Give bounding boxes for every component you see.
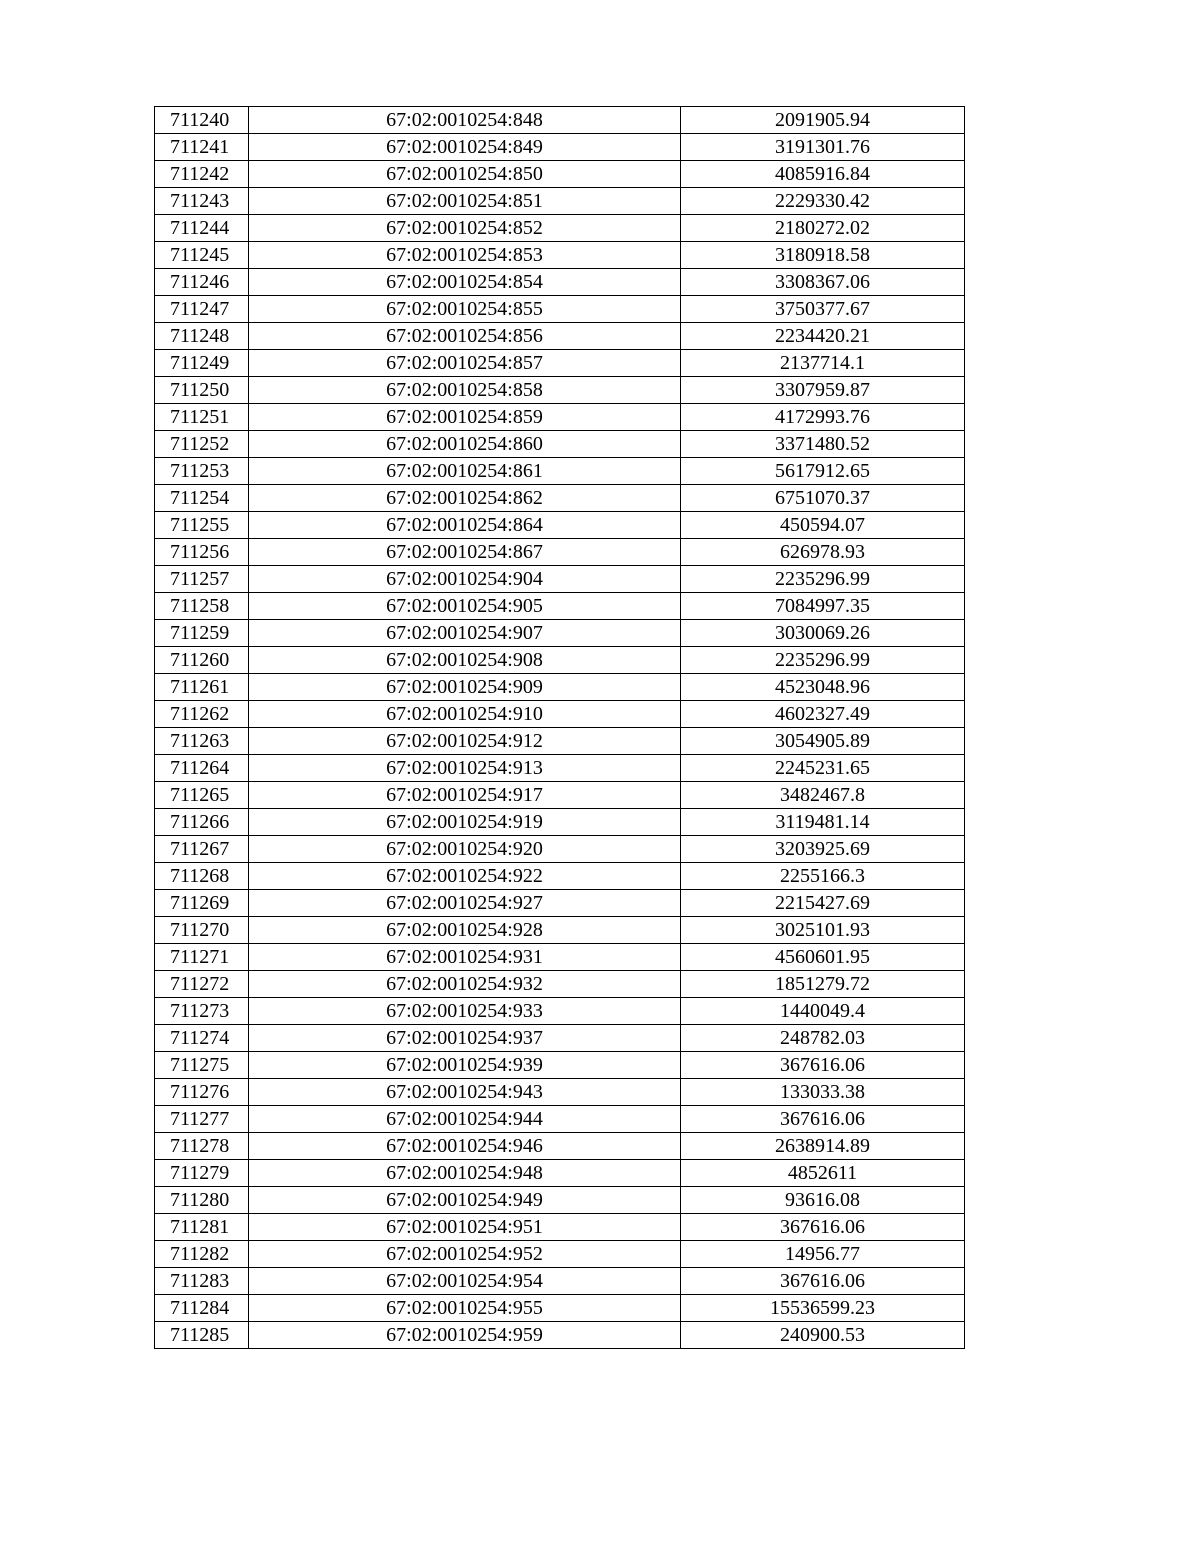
cadastral-number-cell: 67:02:0010254:937 [249,1025,681,1052]
value-cell: 4085916.84 [681,161,965,188]
cadastral-value-table [154,106,965,1349]
table-row [155,998,965,1025]
row-number-cell: 711249 [155,350,249,377]
cadastral-number-cell: 67:02:0010254:859 [249,404,681,431]
row-number-cell: 711247 [155,296,249,323]
row-number-cell: 711265 [155,782,249,809]
cadastral-number-cell: 67:02:0010254:852 [249,215,681,242]
cadastral-number-cell: 67:02:0010254:917 [249,782,681,809]
cadastral-number-cell: 67:02:0010254:955 [249,1295,681,1322]
value-cell: 2137714.1 [681,350,965,377]
value-cell: 2234420.21 [681,323,965,350]
cadastral-number-cell: 67:02:0010254:904 [249,566,681,593]
row-number-cell: 711261 [155,674,249,701]
table-row [155,728,965,755]
row-number-cell: 711267 [155,836,249,863]
table-row [155,1025,965,1052]
cadastral-number-cell: 67:02:0010254:905 [249,593,681,620]
value-cell: 367616.06 [681,1214,965,1241]
cadastral-number-cell: 67:02:0010254:867 [249,539,681,566]
value-cell: 133033.38 [681,1079,965,1106]
value-cell: 3307959.87 [681,377,965,404]
value-cell: 3030069.26 [681,620,965,647]
row-number-cell: 711281 [155,1214,249,1241]
row-number-cell: 711253 [155,458,249,485]
row-number-cell: 711284 [155,1295,249,1322]
table-row [155,323,965,350]
table-row [155,836,965,863]
cadastral-number-cell: 67:02:0010254:939 [249,1052,681,1079]
row-number-cell: 711274 [155,1025,249,1052]
cadastral-number-cell: 67:02:0010254:848 [249,107,681,134]
cadastral-number-cell: 67:02:0010254:910 [249,701,681,728]
table-row [155,1160,965,1187]
table-row [155,593,965,620]
value-cell: 14956.77 [681,1241,965,1268]
cadastral-number-cell: 67:02:0010254:952 [249,1241,681,1268]
row-number-cell: 711241 [155,134,249,161]
table-row [155,755,965,782]
value-cell: 3119481.14 [681,809,965,836]
cadastral-number-cell: 67:02:0010254:959 [249,1322,681,1349]
row-number-cell: 711276 [155,1079,249,1106]
cadastral-number-cell: 67:02:0010254:907 [249,620,681,647]
row-number-cell: 711243 [155,188,249,215]
value-cell: 3308367.06 [681,269,965,296]
table-row [155,944,965,971]
row-number-cell: 711242 [155,161,249,188]
cadastral-number-cell: 67:02:0010254:943 [249,1079,681,1106]
row-number-cell: 711258 [155,593,249,620]
row-number-cell: 711250 [155,377,249,404]
table-row [155,539,965,566]
table-row [155,890,965,917]
row-number-cell: 711263 [155,728,249,755]
row-number-cell: 711264 [155,755,249,782]
value-cell: 240900.53 [681,1322,965,1349]
table-row [155,188,965,215]
value-cell: 3191301.76 [681,134,965,161]
table-row [155,404,965,431]
cadastral-number-cell: 67:02:0010254:855 [249,296,681,323]
value-cell: 248782.03 [681,1025,965,1052]
row-number-cell: 711283 [155,1268,249,1295]
value-cell: 3371480.52 [681,431,965,458]
value-cell: 3482467.8 [681,782,965,809]
value-cell: 4172993.76 [681,404,965,431]
table-row [155,242,965,269]
value-cell: 3025101.93 [681,917,965,944]
table-row [155,1106,965,1133]
row-number-cell: 711257 [155,566,249,593]
row-number-cell: 711273 [155,998,249,1025]
table-row [155,1268,965,1295]
table-row [155,1295,965,1322]
cadastral-number-cell: 67:02:0010254:949 [249,1187,681,1214]
value-cell: 2255166.3 [681,863,965,890]
value-cell: 4560601.95 [681,944,965,971]
cadastral-number-cell: 67:02:0010254:954 [249,1268,681,1295]
cadastral-number-cell: 67:02:0010254:920 [249,836,681,863]
row-number-cell: 711244 [155,215,249,242]
cadastral-number-cell: 67:02:0010254:946 [249,1133,681,1160]
cadastral-number-cell: 67:02:0010254:854 [249,269,681,296]
cadastral-number-cell: 67:02:0010254:862 [249,485,681,512]
cadastral-number-cell: 67:02:0010254:908 [249,647,681,674]
row-number-cell: 711260 [155,647,249,674]
table-row [155,1241,965,1268]
value-cell: 450594.07 [681,512,965,539]
table-row [155,296,965,323]
cadastral-number-cell: 67:02:0010254:928 [249,917,681,944]
cadastral-number-cell: 67:02:0010254:856 [249,323,681,350]
cadastral-number-cell: 67:02:0010254:912 [249,728,681,755]
row-number-cell: 711268 [155,863,249,890]
table-row [155,485,965,512]
cadastral-number-cell: 67:02:0010254:944 [249,1106,681,1133]
row-number-cell: 711255 [155,512,249,539]
value-cell: 367616.06 [681,1106,965,1133]
value-cell: 4602327.49 [681,701,965,728]
value-cell: 5617912.65 [681,458,965,485]
table-body [155,107,965,1349]
table-row [155,566,965,593]
cadastral-number-cell: 67:02:0010254:864 [249,512,681,539]
cadastral-number-cell: 67:02:0010254:849 [249,134,681,161]
table-row [155,863,965,890]
table-row [155,782,965,809]
table-row [155,458,965,485]
row-number-cell: 711256 [155,539,249,566]
table-row [155,620,965,647]
value-cell: 3054905.89 [681,728,965,755]
table-row [155,350,965,377]
table-row [155,674,965,701]
cadastral-number-cell: 67:02:0010254:931 [249,944,681,971]
row-number-cell: 711270 [155,917,249,944]
table-row [155,1079,965,1106]
row-number-cell: 711259 [155,620,249,647]
cadastral-number-cell: 67:02:0010254:860 [249,431,681,458]
row-number-cell: 711252 [155,431,249,458]
table-row [155,1052,965,1079]
value-cell: 4852611 [681,1160,965,1187]
row-number-cell: 711282 [155,1241,249,1268]
table-row [155,809,965,836]
cadastral-number-cell: 67:02:0010254:951 [249,1214,681,1241]
value-cell: 3203925.69 [681,836,965,863]
cadastral-number-cell: 67:02:0010254:933 [249,998,681,1025]
value-cell: 2091905.94 [681,107,965,134]
value-cell: 1440049.4 [681,998,965,1025]
table-row [155,107,965,134]
row-number-cell: 711246 [155,269,249,296]
row-number-cell: 711272 [155,971,249,998]
row-number-cell: 711251 [155,404,249,431]
cadastral-number-cell: 67:02:0010254:932 [249,971,681,998]
row-number-cell: 711280 [155,1187,249,1214]
value-cell: 2180272.02 [681,215,965,242]
table-row [155,134,965,161]
value-cell: 626978.93 [681,539,965,566]
table-row [155,1187,965,1214]
table-row [155,377,965,404]
table-row [155,971,965,998]
cadastral-number-cell: 67:02:0010254:919 [249,809,681,836]
table-row [155,647,965,674]
table-row [155,917,965,944]
table-row [155,701,965,728]
table-row [155,1133,965,1160]
value-cell: 7084997.35 [681,593,965,620]
value-cell: 367616.06 [681,1268,965,1295]
row-number-cell: 711279 [155,1160,249,1187]
row-number-cell: 711245 [155,242,249,269]
value-cell: 4523048.96 [681,674,965,701]
cadastral-number-cell: 67:02:0010254:909 [249,674,681,701]
table-row [155,161,965,188]
value-cell: 3180918.58 [681,242,965,269]
value-cell: 15536599.23 [681,1295,965,1322]
value-cell: 2638914.89 [681,1133,965,1160]
row-number-cell: 711275 [155,1052,249,1079]
cadastral-number-cell: 67:02:0010254:857 [249,350,681,377]
cadastral-number-cell: 67:02:0010254:851 [249,188,681,215]
row-number-cell: 711271 [155,944,249,971]
row-number-cell: 711240 [155,107,249,134]
value-cell: 2235296.99 [681,566,965,593]
cadastral-number-cell: 67:02:0010254:922 [249,863,681,890]
row-number-cell: 711277 [155,1106,249,1133]
cadastral-number-cell: 67:02:0010254:850 [249,161,681,188]
value-cell: 367616.06 [681,1052,965,1079]
table-row [155,269,965,296]
row-number-cell: 711254 [155,485,249,512]
value-cell: 2229330.42 [681,188,965,215]
table-row [155,1322,965,1349]
row-number-cell: 711262 [155,701,249,728]
value-cell: 2245231.65 [681,755,965,782]
table-row [155,1214,965,1241]
cadastral-number-cell: 67:02:0010254:913 [249,755,681,782]
value-cell: 6751070.37 [681,485,965,512]
row-number-cell: 711269 [155,890,249,917]
value-cell: 3750377.67 [681,296,965,323]
row-number-cell: 711266 [155,809,249,836]
row-number-cell: 711278 [155,1133,249,1160]
cadastral-number-cell: 67:02:0010254:861 [249,458,681,485]
cadastral-number-cell: 67:02:0010254:948 [249,1160,681,1187]
value-cell: 2215427.69 [681,890,965,917]
value-cell: 1851279.72 [681,971,965,998]
cadastral-number-cell: 67:02:0010254:853 [249,242,681,269]
value-cell: 93616.08 [681,1187,965,1214]
cadastral-number-cell: 67:02:0010254:927 [249,890,681,917]
row-number-cell: 711285 [155,1322,249,1349]
cadastral-number-cell: 67:02:0010254:858 [249,377,681,404]
table-row [155,512,965,539]
row-number-cell: 711248 [155,323,249,350]
value-cell: 2235296.99 [681,647,965,674]
table-row [155,215,965,242]
table-row [155,431,965,458]
